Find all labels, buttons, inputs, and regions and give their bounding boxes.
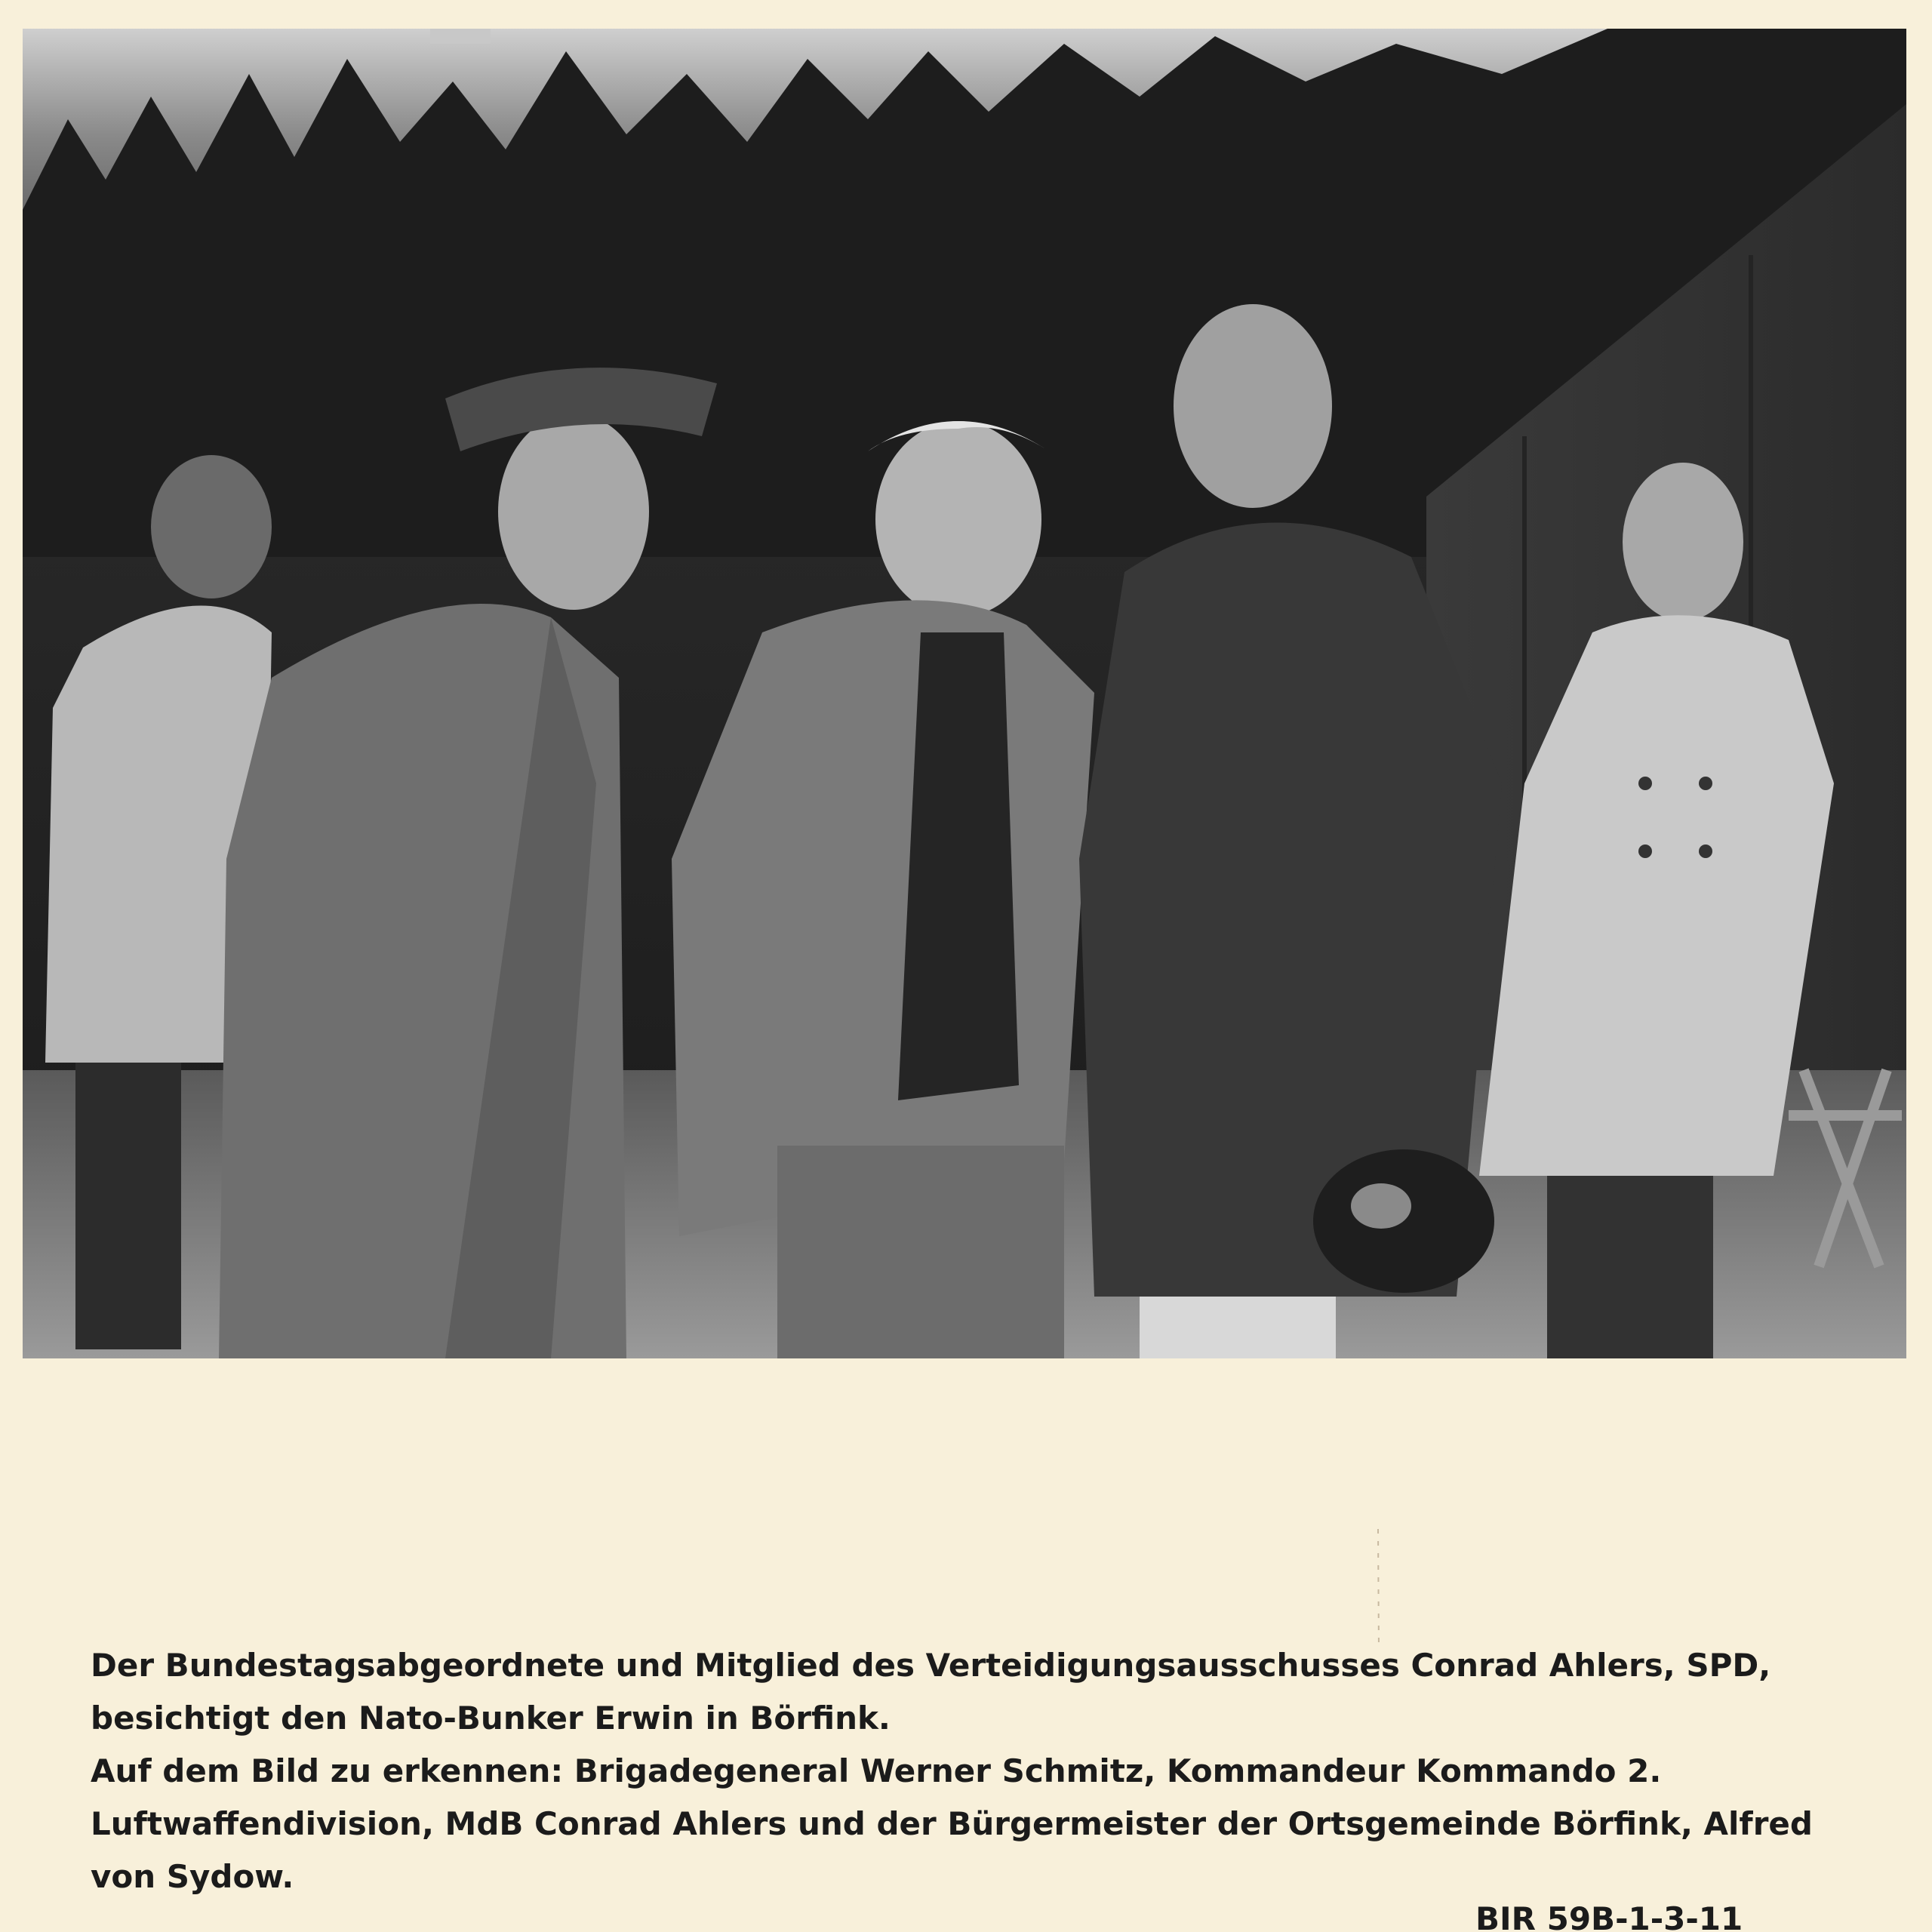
caption-line: besichtigt den Nato-Bunker Erwin in Börfink. [91,1700,891,1737]
caption-line: Auf dem Bild zu erkennen: Brigadegeneral Werner Schmitz, Kommandeur Kommando 2. [91,1752,1662,1789]
caption-line: von Sydow. [91,1858,294,1895]
caption-line: Luftwaffendivision, MdB Conrad Ahlers und der Bürgermeister der Ortsgemeinde Börfink, Alfred [91,1805,1813,1842]
photo-illustration [23,29,1906,1358]
paper-speck [1375,1529,1381,1650]
photo-caption [91,1639,1849,1903]
archive-reference: BIR 59B-1-3-11 [1475,1900,1743,1932]
black-and-white-photograph [23,29,1906,1358]
caption-line: Der Bundestagsabgeordnete und Mitglied des Verteidigungsausschusses Conrad Ahlers, SPD, [91,1647,1771,1684]
